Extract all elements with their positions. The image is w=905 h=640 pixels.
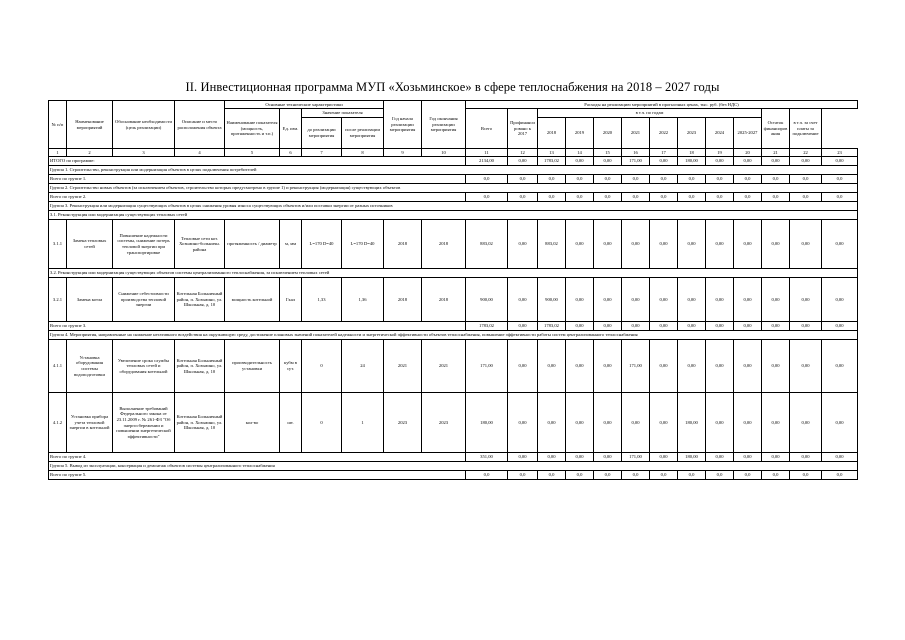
column-number: 3 <box>113 149 175 157</box>
item-value: 0,00 <box>762 278 790 322</box>
group-1-sum-label: Всего по группе 1. <box>49 175 466 184</box>
item-tech-name: производительность установки <box>225 340 280 393</box>
item-reason: Повышение надежности системы, снижение потерь тепловой энергии при транспортировке <box>113 220 175 269</box>
total-cell: 0,00 <box>650 157 678 166</box>
item-value: 0,00 <box>508 340 538 393</box>
item-value: 0,00 <box>622 220 650 269</box>
item-before: 0 <box>302 393 342 453</box>
item-reason: Выполнение требований Федерального закона от 23.11.2009 г. № 261-ФЗ "Об энергосбережении и повышении энергетической эффективности" <box>113 393 175 453</box>
sum-cell: 0,0 <box>466 175 508 184</box>
item-before: L=170 D=40 <box>302 220 342 269</box>
item-before: 1,33 <box>302 278 342 322</box>
item-value: 0,00 <box>790 278 822 322</box>
column-number: 15 <box>594 149 622 157</box>
group-5-row <box>49 462 858 471</box>
document-title: II. Инвестиционная программа МУП «Хозьминское» в сфере теплоснабжения на 2018 – 2027 годы <box>185 80 720 94</box>
sum-cell: 0,0 <box>566 471 594 480</box>
header-year: 2024 <box>706 118 734 149</box>
header-incl-borrowed: в т.ч. за счет платы за подключение <box>790 109 822 149</box>
item-value: 900,00 <box>538 278 566 322</box>
group-1-title: Группа 1. Строительство, реконструкция или модернизация объектов в целях подключения потребителей <box>49 166 858 175</box>
sum-cell: 0,00 <box>508 453 538 462</box>
item-value: 0,00 <box>706 220 734 269</box>
program-total-row <box>49 157 858 166</box>
header-year: 2023 <box>678 118 706 149</box>
header-year-start: Год начала реализации мероприятия <box>384 101 422 149</box>
item-value: 0,00 <box>566 278 594 322</box>
total-cell: 0,00 <box>566 157 594 166</box>
item-after: 1,36 <box>342 278 384 322</box>
item-unit: кубм в сут. <box>280 340 302 393</box>
sum-cell: 0,0 <box>538 193 566 202</box>
header-remaining: Остаток финансирования <box>762 109 790 149</box>
item-value: 0,00 <box>566 393 594 453</box>
subgroup-3-2-title: 3.2. Реконструкция или модернизация существующих объектов системы централизованного теплоснабжения, за исключением тепловых сетей <box>49 269 858 278</box>
program-total-label: ИТОГО по программе: <box>49 157 466 166</box>
sum-cell: 0,00 <box>678 322 706 331</box>
column-number: 16 <box>622 149 650 157</box>
sum-cell: 351,00 <box>466 453 508 462</box>
item-value: 0,00 <box>822 340 858 393</box>
sum-cell: 0,00 <box>650 322 678 331</box>
sum-cell: 0,0 <box>508 193 538 202</box>
item-unit: м, мм <box>280 220 302 269</box>
total-cell: 171,00 <box>622 157 650 166</box>
sum-cell: 0,0 <box>790 193 822 202</box>
sum-cell: 0,0 <box>650 175 678 184</box>
item-value: 0,00 <box>678 220 706 269</box>
sum-cell: 0,00 <box>762 322 790 331</box>
column-number: 21 <box>762 149 790 157</box>
sum-cell: 0,0 <box>538 471 566 480</box>
sum-cell: 180,00 <box>678 453 706 462</box>
group-2-title: Группа 2. Строительство новых объектов (за исключением объектов, строительство которых предусмотрено в группе 1) и реконструкция (модернизация) существующих объектов <box>49 184 858 193</box>
item-value: 171,00 <box>622 340 650 393</box>
sum-cell: 0,00 <box>706 453 734 462</box>
group-4-sum-label: Всего по группе 4. <box>49 453 466 462</box>
sum-cell: 0,0 <box>566 193 594 202</box>
sum-cell: 0,00 <box>650 453 678 462</box>
item-year-end: 2021 <box>422 340 466 393</box>
header-year: 2019 <box>566 118 594 149</box>
total-cell: 1783,02 <box>538 157 566 166</box>
header-year: 2021 <box>622 118 650 149</box>
item-num: 4.1.2 <box>49 393 67 453</box>
sum-cell: 0,0 <box>706 471 734 480</box>
header-name: Наименование мероприятий <box>67 101 113 149</box>
item-year-start: 2021 <box>384 340 422 393</box>
item-value: 0,00 <box>594 393 622 453</box>
header-value: Значение показателя <box>302 109 384 118</box>
sum-cell: 0,0 <box>678 471 706 480</box>
total-cell: 0,00 <box>734 157 762 166</box>
sum-cell: 0,0 <box>734 175 762 184</box>
header-reason: Обоснование необходимости (цель реализации) <box>113 101 175 149</box>
item-value: 0,00 <box>762 340 790 393</box>
total-cell: 0,00 <box>762 157 790 166</box>
sum-cell: 0,0 <box>822 175 858 184</box>
item-value: 0,00 <box>706 340 734 393</box>
sum-cell: 0,00 <box>538 453 566 462</box>
item-value: 0,00 <box>508 278 538 322</box>
group-2-sum-label: Всего по группе 2. <box>49 193 466 202</box>
item-value: 0,00 <box>790 220 822 269</box>
header-year-end: Год окончания реализации мероприятия <box>422 101 466 149</box>
investment-program-table <box>48 100 858 480</box>
item-location: Котельная Больничный район, п. Хозьмино, ул. Школьная, д. 10 <box>175 278 225 322</box>
column-number: 23 <box>822 149 858 157</box>
header-location: Описание и место расположения объекта <box>175 101 225 149</box>
subgroup-3-2-row <box>49 269 858 278</box>
item-value: 883,02 <box>466 220 508 269</box>
sum-cell: 1783,02 <box>538 322 566 331</box>
column-number: 9 <box>384 149 422 157</box>
sum-cell: 0,00 <box>790 322 822 331</box>
sum-cell: 0,0 <box>734 193 762 202</box>
group-3-row <box>49 202 858 211</box>
sum-cell: 0,00 <box>822 322 858 331</box>
total-cell: 180,00 <box>678 157 706 166</box>
item-value: 0,00 <box>678 340 706 393</box>
table-row <box>49 393 858 453</box>
column-number: 14 <box>566 149 594 157</box>
column-number: 5 <box>225 149 280 157</box>
item-location: Котельная Больничный район, п. Хозьмино, ул. Школьная, д. 10 <box>175 393 225 453</box>
total-cell: 0,00 <box>594 157 622 166</box>
column-number: 8 <box>342 149 384 157</box>
item-after: 24 <box>342 340 384 393</box>
subgroup-3-1-row <box>49 211 858 220</box>
sum-cell: 0,0 <box>622 175 650 184</box>
sum-cell: 0,00 <box>594 322 622 331</box>
group-1-sum-row <box>49 175 858 184</box>
column-number: 4 <box>175 149 225 157</box>
item-value: 171,00 <box>466 340 508 393</box>
item-value: 0,00 <box>822 393 858 453</box>
group-5-sum-label: Всего по группе 5. <box>49 471 466 480</box>
sum-cell: 0,0 <box>594 193 622 202</box>
total-cell: 2134,00 <box>466 157 508 166</box>
header-tech: Основные технические характеристики <box>225 101 384 109</box>
item-value: 0,00 <box>650 340 678 393</box>
header-value-after: после реализации мероприятия <box>342 118 384 149</box>
table-row <box>49 220 858 269</box>
group-2-row <box>49 184 858 193</box>
sum-cell: 0,0 <box>466 471 508 480</box>
item-unit: шт. <box>280 393 302 453</box>
sum-cell: 0,00 <box>566 453 594 462</box>
sum-cell: 0,00 <box>508 322 538 331</box>
sum-cell: 0,0 <box>466 193 508 202</box>
item-value: 0,00 <box>734 278 762 322</box>
sum-cell: 0,0 <box>734 471 762 480</box>
column-number-row <box>49 149 858 157</box>
item-year-end: 2023 <box>422 393 466 453</box>
item-value: 0,00 <box>734 393 762 453</box>
item-value: 180,00 <box>466 393 508 453</box>
sum-cell: 0,00 <box>566 322 594 331</box>
item-value: 900,00 <box>466 278 508 322</box>
item-value: 0,00 <box>650 220 678 269</box>
item-after: L=170 D=40 <box>342 220 384 269</box>
sum-cell: 0,0 <box>566 175 594 184</box>
sum-cell: 0,00 <box>706 322 734 331</box>
item-value: 0,00 <box>706 393 734 453</box>
item-year-start: 2018 <box>384 278 422 322</box>
item-name: Замена тепловых сетей <box>67 220 113 269</box>
item-value: 180,00 <box>678 393 706 453</box>
item-year-end: 2018 <box>422 220 466 269</box>
item-value: 0,00 <box>594 278 622 322</box>
sum-cell: 0,0 <box>790 471 822 480</box>
sum-cell: 1783,02 <box>466 322 508 331</box>
item-before: 0 <box>302 340 342 393</box>
item-value: 0,00 <box>622 393 650 453</box>
column-number: 10 <box>422 149 466 157</box>
item-name: Замена котла <box>67 278 113 322</box>
sum-cell: 0,0 <box>508 471 538 480</box>
header-expenses: Расходы на реализацию мероприятий в прогнозных ценах, тыс. руб. (без НДС) <box>466 101 858 109</box>
column-number: 6 <box>280 149 302 157</box>
table-row <box>49 278 858 322</box>
group-5-sum-row <box>49 471 858 480</box>
header-year: 2020 <box>594 118 622 149</box>
total-cell: 0,00 <box>822 157 858 166</box>
item-num: 3.1.1 <box>49 220 67 269</box>
total-cell: 0,00 <box>706 157 734 166</box>
sum-cell: 0,0 <box>650 193 678 202</box>
total-cell: 0,00 <box>508 157 538 166</box>
header-prev-funded: Профинансировано к 2017 <box>508 109 538 149</box>
column-number: 22 <box>790 149 822 157</box>
column-number: 17 <box>650 149 678 157</box>
header-value-before: до реализации мероприятия <box>302 118 342 149</box>
item-reason: Снижение себестоимости производства тепловой энергии <box>113 278 175 322</box>
sum-cell: 0,0 <box>622 471 650 480</box>
sum-cell: 0,0 <box>594 175 622 184</box>
table-row <box>49 340 858 393</box>
column-number: 2 <box>67 149 113 157</box>
column-number: 20 <box>734 149 762 157</box>
group-3-title: Группа 3. Реконструкция или модернизация существующих объектов в целях снижения уровня износа существующих объектов и/или поставки энергии от разных источников <box>49 202 858 211</box>
sum-cell: 0,0 <box>650 471 678 480</box>
sum-cell: 0,0 <box>790 175 822 184</box>
sum-cell: 0,00 <box>594 453 622 462</box>
sum-cell: 0,0 <box>822 193 858 202</box>
item-value: 0,00 <box>538 393 566 453</box>
item-location: Котельная Больничный район, п. Хозьмино, ул. Школьная, д. 10 <box>175 340 225 393</box>
item-value: 0,00 <box>566 220 594 269</box>
item-value: 0,00 <box>594 220 622 269</box>
item-value: 0,00 <box>678 278 706 322</box>
sum-cell: 0,0 <box>678 193 706 202</box>
header-tech-name: Наименование показателя (мощность, протяженность и т.п.) <box>225 109 280 149</box>
group-2-sum-row <box>49 193 858 202</box>
sum-cell: 0,00 <box>622 322 650 331</box>
column-number: 13 <box>538 149 566 157</box>
group-4-title: Группа 4. Мероприятия, направленные на снижение негативного воздействия на окружающую среду, достижение плановых значений показателей надежности и энергетической эффективности объектов теплоснабжения, повышение эффективности работы систем централизованного теплоснабжения <box>49 331 858 340</box>
sum-cell: 0,0 <box>594 471 622 480</box>
sum-cell: 0,0 <box>762 471 790 480</box>
item-value: 0,00 <box>734 340 762 393</box>
item-value: 0,00 <box>762 393 790 453</box>
sum-cell: 0,0 <box>508 175 538 184</box>
item-value: 0,00 <box>790 340 822 393</box>
subgroup-3-1-title: 3.1. Реконструкция или модернизация существующих тепловых сетей <box>49 211 858 220</box>
item-value: 0,00 <box>508 220 538 269</box>
column-number: 7 <box>302 149 342 157</box>
item-value: 0,00 <box>538 340 566 393</box>
sum-cell: 0,00 <box>762 453 790 462</box>
sum-cell: 0,00 <box>790 453 822 462</box>
group-4-row <box>49 331 858 340</box>
item-year-start: 2023 <box>384 393 422 453</box>
item-value: 0,00 <box>822 220 858 269</box>
item-value: 0,00 <box>790 393 822 453</box>
column-number: 19 <box>706 149 734 157</box>
header-total: Всего <box>466 109 508 149</box>
sum-cell: 0,0 <box>706 193 734 202</box>
sum-cell: 0,00 <box>822 453 858 462</box>
header-year: 2018 <box>538 118 566 149</box>
column-number: 18 <box>678 149 706 157</box>
header-year: 2022 <box>650 118 678 149</box>
item-name: Установка прибора учета тепловой энергии в котельной <box>67 393 113 453</box>
item-value: 0,00 <box>594 340 622 393</box>
item-reason: Увеличение срока службы тепловых сетей и оборудования котельной <box>113 340 175 393</box>
group-3-sum-label: Всего по группе 3. <box>49 322 466 331</box>
sum-cell: 0,0 <box>762 175 790 184</box>
item-value: 0,00 <box>508 393 538 453</box>
sum-cell: 0,0 <box>538 175 566 184</box>
item-num: 3.2.1 <box>49 278 67 322</box>
item-value: 0,00 <box>822 278 858 322</box>
total-cell: 0,00 <box>790 157 822 166</box>
item-value: 0,00 <box>650 393 678 453</box>
item-after: 1 <box>342 393 384 453</box>
item-value: 0,00 <box>734 220 762 269</box>
column-number: 11 <box>466 149 508 157</box>
column-number: 12 <box>508 149 538 157</box>
column-number: 1 <box>49 149 67 157</box>
item-value: 0,00 <box>622 278 650 322</box>
sum-cell: 0,0 <box>622 193 650 202</box>
group-5-title: Группа 5. Вывод из эксплуатации, консервация и демонтаж объектов системы централизованного теплоснабжения <box>49 462 858 471</box>
item-unit: Гкал <box>280 278 302 322</box>
sum-cell: 0,00 <box>734 453 762 462</box>
group-1-row <box>49 166 858 175</box>
header-year: 2025-2027 <box>734 118 762 149</box>
item-name: Установка оборудования системы водоподготовки <box>67 340 113 393</box>
sum-cell: 0,0 <box>822 471 858 480</box>
item-year-end: 2018 <box>422 278 466 322</box>
sum-cell: 0,0 <box>762 193 790 202</box>
sum-cell: 0,0 <box>706 175 734 184</box>
header-num: № п/п <box>49 101 67 149</box>
sum-cell: 0,0 <box>678 175 706 184</box>
item-value: 0,00 <box>762 220 790 269</box>
item-location: Тепловые сети кот. Хозьмино-больничн. района <box>175 220 225 269</box>
group-4-sum-row <box>49 453 858 462</box>
item-num: 4.1.1 <box>49 340 67 393</box>
item-value: 0,00 <box>566 340 594 393</box>
sum-cell: 0,00 <box>734 322 762 331</box>
group-3-sum-row <box>49 322 858 331</box>
item-value: 0,00 <box>706 278 734 322</box>
sum-cell: 171,00 <box>622 453 650 462</box>
header-unit: Ед. изм. <box>280 109 302 149</box>
item-tech-name: кол-во <box>225 393 280 453</box>
item-tech-name: мощность котельной <box>225 278 280 322</box>
item-value: 883,02 <box>538 220 566 269</box>
item-tech-name: протяженность / диаметр <box>225 220 280 269</box>
header-by-years: в т.ч. по годам <box>538 109 762 118</box>
item-value: 0,00 <box>650 278 678 322</box>
item-year-start: 2018 <box>384 220 422 269</box>
